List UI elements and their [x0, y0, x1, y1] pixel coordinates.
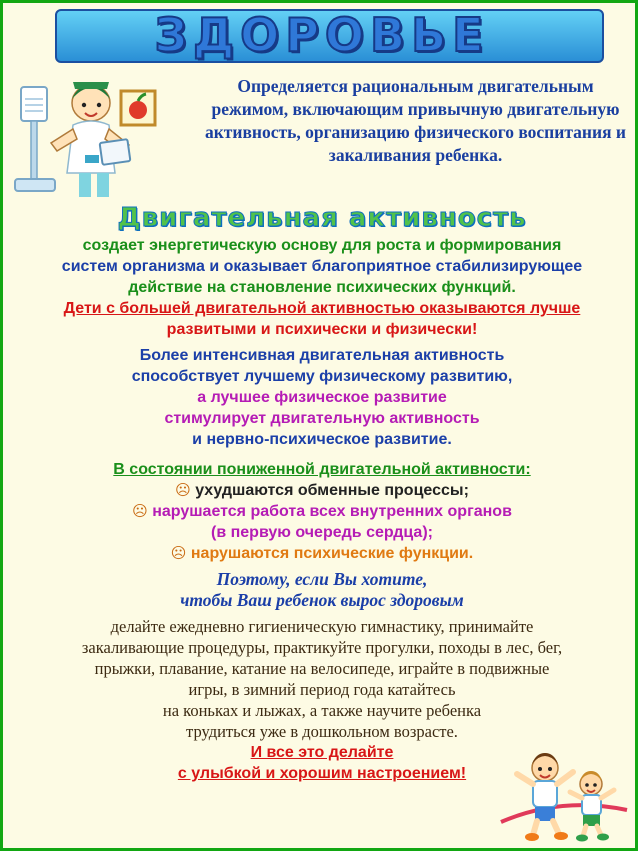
body-line: и нервно-психическое развитие. — [192, 431, 452, 448]
body-line: действие на становление психических функций. — [128, 279, 516, 296]
body-line: Дети с большей двигательной активностью оказываются лучше — [63, 300, 581, 317]
sad-face-icon: ☹ — [175, 481, 191, 499]
page-title: ЗДОРОВЬЕ — [154, 8, 490, 62]
nurse-illustration-icon — [13, 69, 198, 204]
body-line: трудиться уже в дошкольном возрасте. — [186, 722, 458, 741]
body-line: (в первую очередь сердца); — [211, 524, 433, 541]
bullet-label: ухудшаются обменные процессы; — [195, 482, 469, 499]
body-line: способствует лучшему физическому развитию, — [131, 368, 513, 385]
bullet-item — [11, 543, 633, 564]
bullet-label: нарушаются психические функции. — [190, 545, 474, 562]
body-line: создает энергетическую основу для роста и формирования — [82, 237, 562, 254]
body-line: систем организма и оказывает благоприятное стабилизирующее — [61, 258, 583, 275]
bullet-item — [11, 501, 633, 522]
intro-section — [3, 69, 638, 204]
children-illustration-icon — [499, 744, 629, 844]
poster-title-area — [3, 5, 638, 67]
bullet-label: нарушается работа всех внутренних органов — [152, 503, 512, 520]
body-line: Поэтому, если Вы хотите, — [216, 569, 428, 589]
body-text-block — [11, 235, 633, 784]
body-line: прыжки, плавание, катание на велосипеде, играйте в подвижные — [94, 659, 550, 678]
body-line: В состоянии пониженной двигательной активности: — [113, 461, 531, 478]
body-line: стимулирует двигательную активность — [164, 410, 480, 427]
sad-face-icon: ☹ — [132, 502, 148, 520]
bullet-item — [11, 480, 633, 501]
sad-face-icon: ☹ — [170, 544, 187, 562]
body-line: закаливающие процедуры, практикуйте прогулки, походы в лес, бег, — [81, 638, 563, 657]
body-line: чтобы Ваш ребенок вырос здоровым — [180, 590, 464, 610]
body-line: развитыми и психически и физически! — [166, 321, 478, 338]
body-line: а лучшее физическое развитие — [197, 389, 447, 406]
body-line: игры, в зимний период года катайтесь — [188, 680, 456, 699]
intro-paragraph: Определяется рациональным двигательным режимом, включающим привычную двигательную активность, организацию физического воспитания и закаливания ребенка. — [204, 76, 627, 165]
body-line: с улыбкой и хорошим настроением! — [177, 765, 467, 782]
body-line: на коньках и лыжах, а также научите ребенка — [162, 701, 482, 720]
body-line: Более интенсивная двигательная активность — [139, 347, 505, 364]
body-line: И все это делайте — [250, 744, 394, 761]
body-line: делайте ежедневно гигиеническую гимнастику, принимайте — [110, 617, 534, 636]
section-heading: Двигательная активность — [117, 203, 527, 233]
